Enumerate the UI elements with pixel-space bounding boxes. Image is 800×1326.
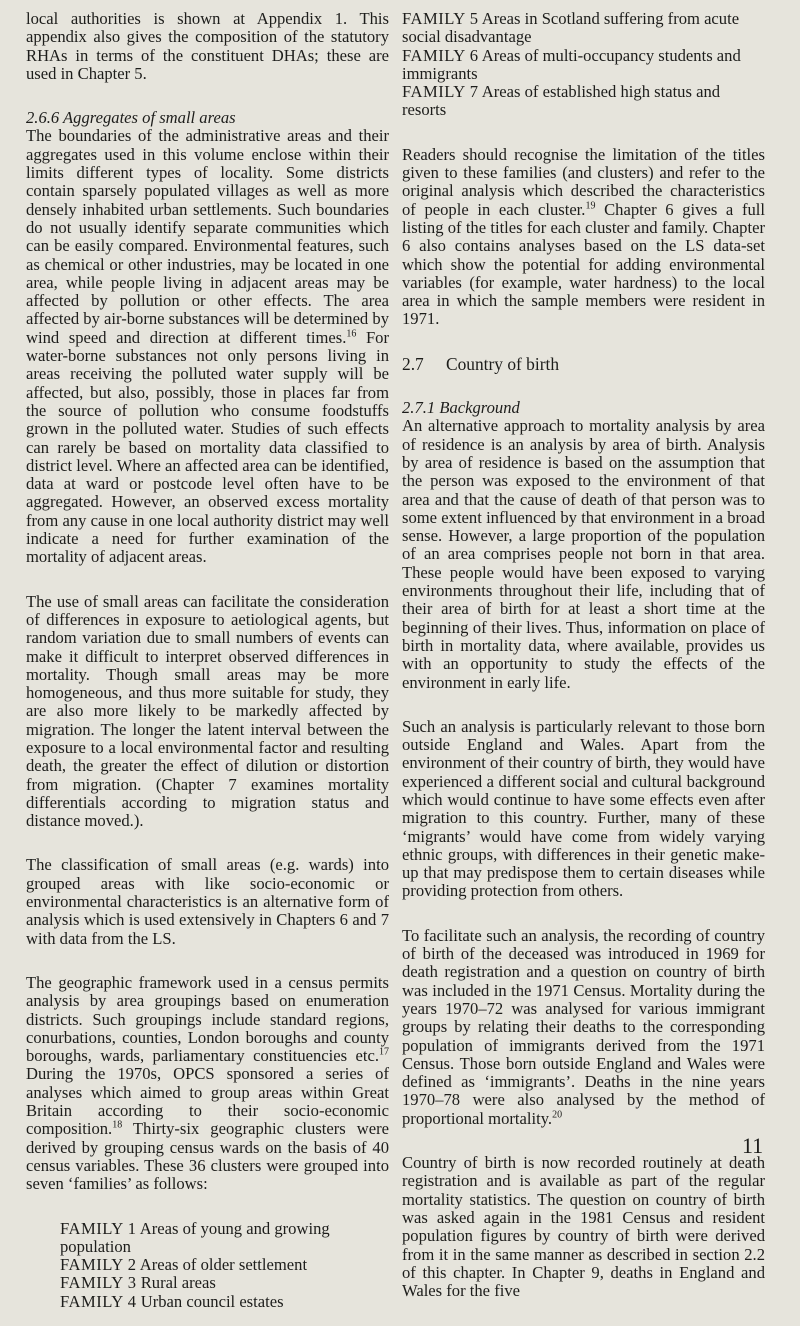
family-key: FAMILY 3 <box>60 1273 137 1293</box>
footnote-ref: 18 <box>112 1119 123 1131</box>
family-key: FAMILY 7 <box>402 82 479 102</box>
list-item <box>402 47 765 84</box>
intro-paragraph: local authorities is shown at Appendix 1. This appendix also gives the composition of the statutory RHAs in terms of the constituent DHAs; these are used in Chapter 5. <box>26 9 389 83</box>
list-item <box>60 1274 389 1292</box>
footnote-ref: 19 <box>585 200 596 212</box>
family-list <box>60 1220 389 1311</box>
list-item <box>402 83 765 120</box>
family-description: Areas of established high status and resorts <box>402 82 721 120</box>
paragraph-recording <box>402 927 765 1128</box>
page-number: 11 <box>742 1133 764 1158</box>
text: Chapter 6 gives a full listing of the titles for each cluster and family. Chapter 6 also contains analyses based on the LS data-set which show the potential for adding environmental variables (for example, water hardness) to the local area in which the sample members were resident in 1971. <box>402 199 765 329</box>
paragraph-geographic-framework <box>26 974 389 1194</box>
text: During the 1970s, OPCS sponsored a series of analyses which aimed to group areas within Great Britain according to their socio-economic composition. <box>26 1064 389 1139</box>
family-key: FAMILY 6 <box>402 45 479 65</box>
family-description: Areas of young and growing population <box>60 1218 330 1256</box>
paragraph-country-of-birth: Country of birth is now recorded routinely at death registration and is available as part of the regular mortality statistics. The question on country of birth was asked again in the 1981 Census and resident population figures by country of birth were derived from it in the same manner as described in section 2.2 of this chapter. In Chapter 9, deaths in England and Wales for the five <box>402 1153 765 1301</box>
section-title: Country of birth <box>446 353 560 374</box>
section-heading-2-7 <box>402 355 765 373</box>
family-key: FAMILY 2 <box>60 1255 137 1275</box>
section-heading-2-7-1: 2.7.1 Background <box>402 398 520 418</box>
footnote-ref: 16 <box>346 328 357 340</box>
paragraph-relevance: Such an analysis is particularly relevant to those born outside England and Wales. Apart from the environment of their country of birth, they would have experienced a different social and cultural background which would continue to have some effects even after migration to this country. Further, many of these ‘migrants’ would have come from widely varying ethnic groups, with differences in their genetic make-up that may predispose them to certain diseases while providing protection from others. <box>402 716 765 901</box>
footnote-ref: 17 <box>379 1046 389 1058</box>
right-column <box>402 10 765 1326</box>
footnote-ref: 20 <box>552 1109 563 1121</box>
text: Readers should recognise the limitation of the titles given to these families (and clusters) and refer to the original analysis which described the characteristics of people in each cluster. <box>402 144 765 219</box>
family-description: Rural areas <box>136 1273 216 1293</box>
section-number: 2.7 <box>402 353 424 374</box>
section-heading-2-6-6: 2.6.6 Aggregates of small areas <box>26 108 236 128</box>
left-column <box>26 10 389 1311</box>
family-key: FAMILY 5 <box>402 9 479 28</box>
text: Thirty-six geographic clusters were derived by grouping census wards on the basis of 40 census variables. These 36 clusters were grouped into seven ‘families’ as follows: <box>26 1119 389 1194</box>
list-item <box>60 1293 389 1311</box>
family-key: FAMILY 1 <box>60 1218 137 1238</box>
family-description: Areas in Scotland suffering from acute social disadvantage <box>402 9 740 47</box>
paragraph-limitations <box>402 146 765 329</box>
paragraph-boundaries <box>26 127 389 566</box>
family-key: FAMILY 4 <box>60 1291 137 1311</box>
family-description: Areas of multi-occupancy students and immigrants <box>402 45 741 83</box>
text: The geographic framework used in a census permits analysis by area groupings based on enumeration districts. Such groupings include standard regions, conurbations, counties, London boroughs and county boroughs, wards, parliamentary constituencies etc. <box>26 972 389 1066</box>
paragraph-classification: The classification of small areas (e.g. wards) into grouped areas with like socio-economic or environmental characteristics is an alternative form of analysis which is used extensively in Chapters 6 and 7 with data from the LS. <box>26 855 389 948</box>
family-description: Urban council estates <box>136 1291 284 1311</box>
paragraph-alternative-approach: An alternative approach to mortality analysis by area of residence is an analysis by area of birth. Analysis by area of residence is based on the assumption that the person was exposed to the environment of that area and that the cause of death of that person was to some extent influenced by that environment in a broad sense. However, a large proportion of the population of an area comprises people not born in that area. These people would have been exposed to varying environments throughout their life, including that of their area of birth for at least a short time at the beginning of their lives. Thus, information on place of birth in mortality data, where available, provides us with an opportunity to study the effects of the environment in early life. <box>402 416 765 692</box>
text: For water-borne substances not only persons living in areas receiving the polluted water supply will be affected, but also, possibly, those in places far from the source of pollution who consume foodstuffs grown in the polluted water. Studies of such effects can rarely be based on mortality data classified to district level. Where an affected area can be identified, data at ward or postcode level often have to be aggregated. However, an observed excess mortality from any cause in one local authority district may well indicate a need for further examination of the mortality of adjacent areas. <box>26 327 390 567</box>
list-item <box>60 1220 389 1257</box>
family-list-continued <box>402 10 765 120</box>
text: To facilitate such an analysis, the recording of country of birth of the deceased was introduced in 1969 for death registration and a question on country of birth was included in the 1971 Census. Mortality during the years 1970–72 was analysed for various immigrant groups by relating their deaths to the corresponding population of immigrants derived from the 1971 Census. Those born outside England and Wales were defined as ‘immigrants’. Deaths in the nine years 1970–78 were also analysed by the method of proportional mortality. <box>402 925 765 1128</box>
paragraph-small-areas: The use of small areas can facilitate the consideration of differences in exposure to aetiological agents, but random variation due to small numbers of events can make it difficult to interpret observed differences in mortality. Though small areas may be more homogeneous, and thus more suitable for study, they are also more likely to be markedly affected by migration. The longer the latent interval between the exposure to a local environmental factor and resulting death, the greater the effect of dilution or distortion from migration. (Chapter 7 examines mortality differentials according to migration status and distance moved.). <box>26 591 389 831</box>
text: The boundaries of the administrative areas and their aggregates used in this volume enclose within their limits different types of locality. Some districts contain sparsely populated villages as well as more densely inhabited urban settlements. Such boundaries do not usually identify separate communities which can be easily compared. Environmental features, such as chemical or other industries, may be located in one area, while people living in adjacent areas may be affected by pollution or other effects. The area affected by air-borne substances will be determined by wind speed and direction at different times. <box>26 126 389 347</box>
list-item <box>60 1256 389 1274</box>
list-item <box>402 10 765 47</box>
family-description: Areas of older settlement <box>136 1255 308 1275</box>
